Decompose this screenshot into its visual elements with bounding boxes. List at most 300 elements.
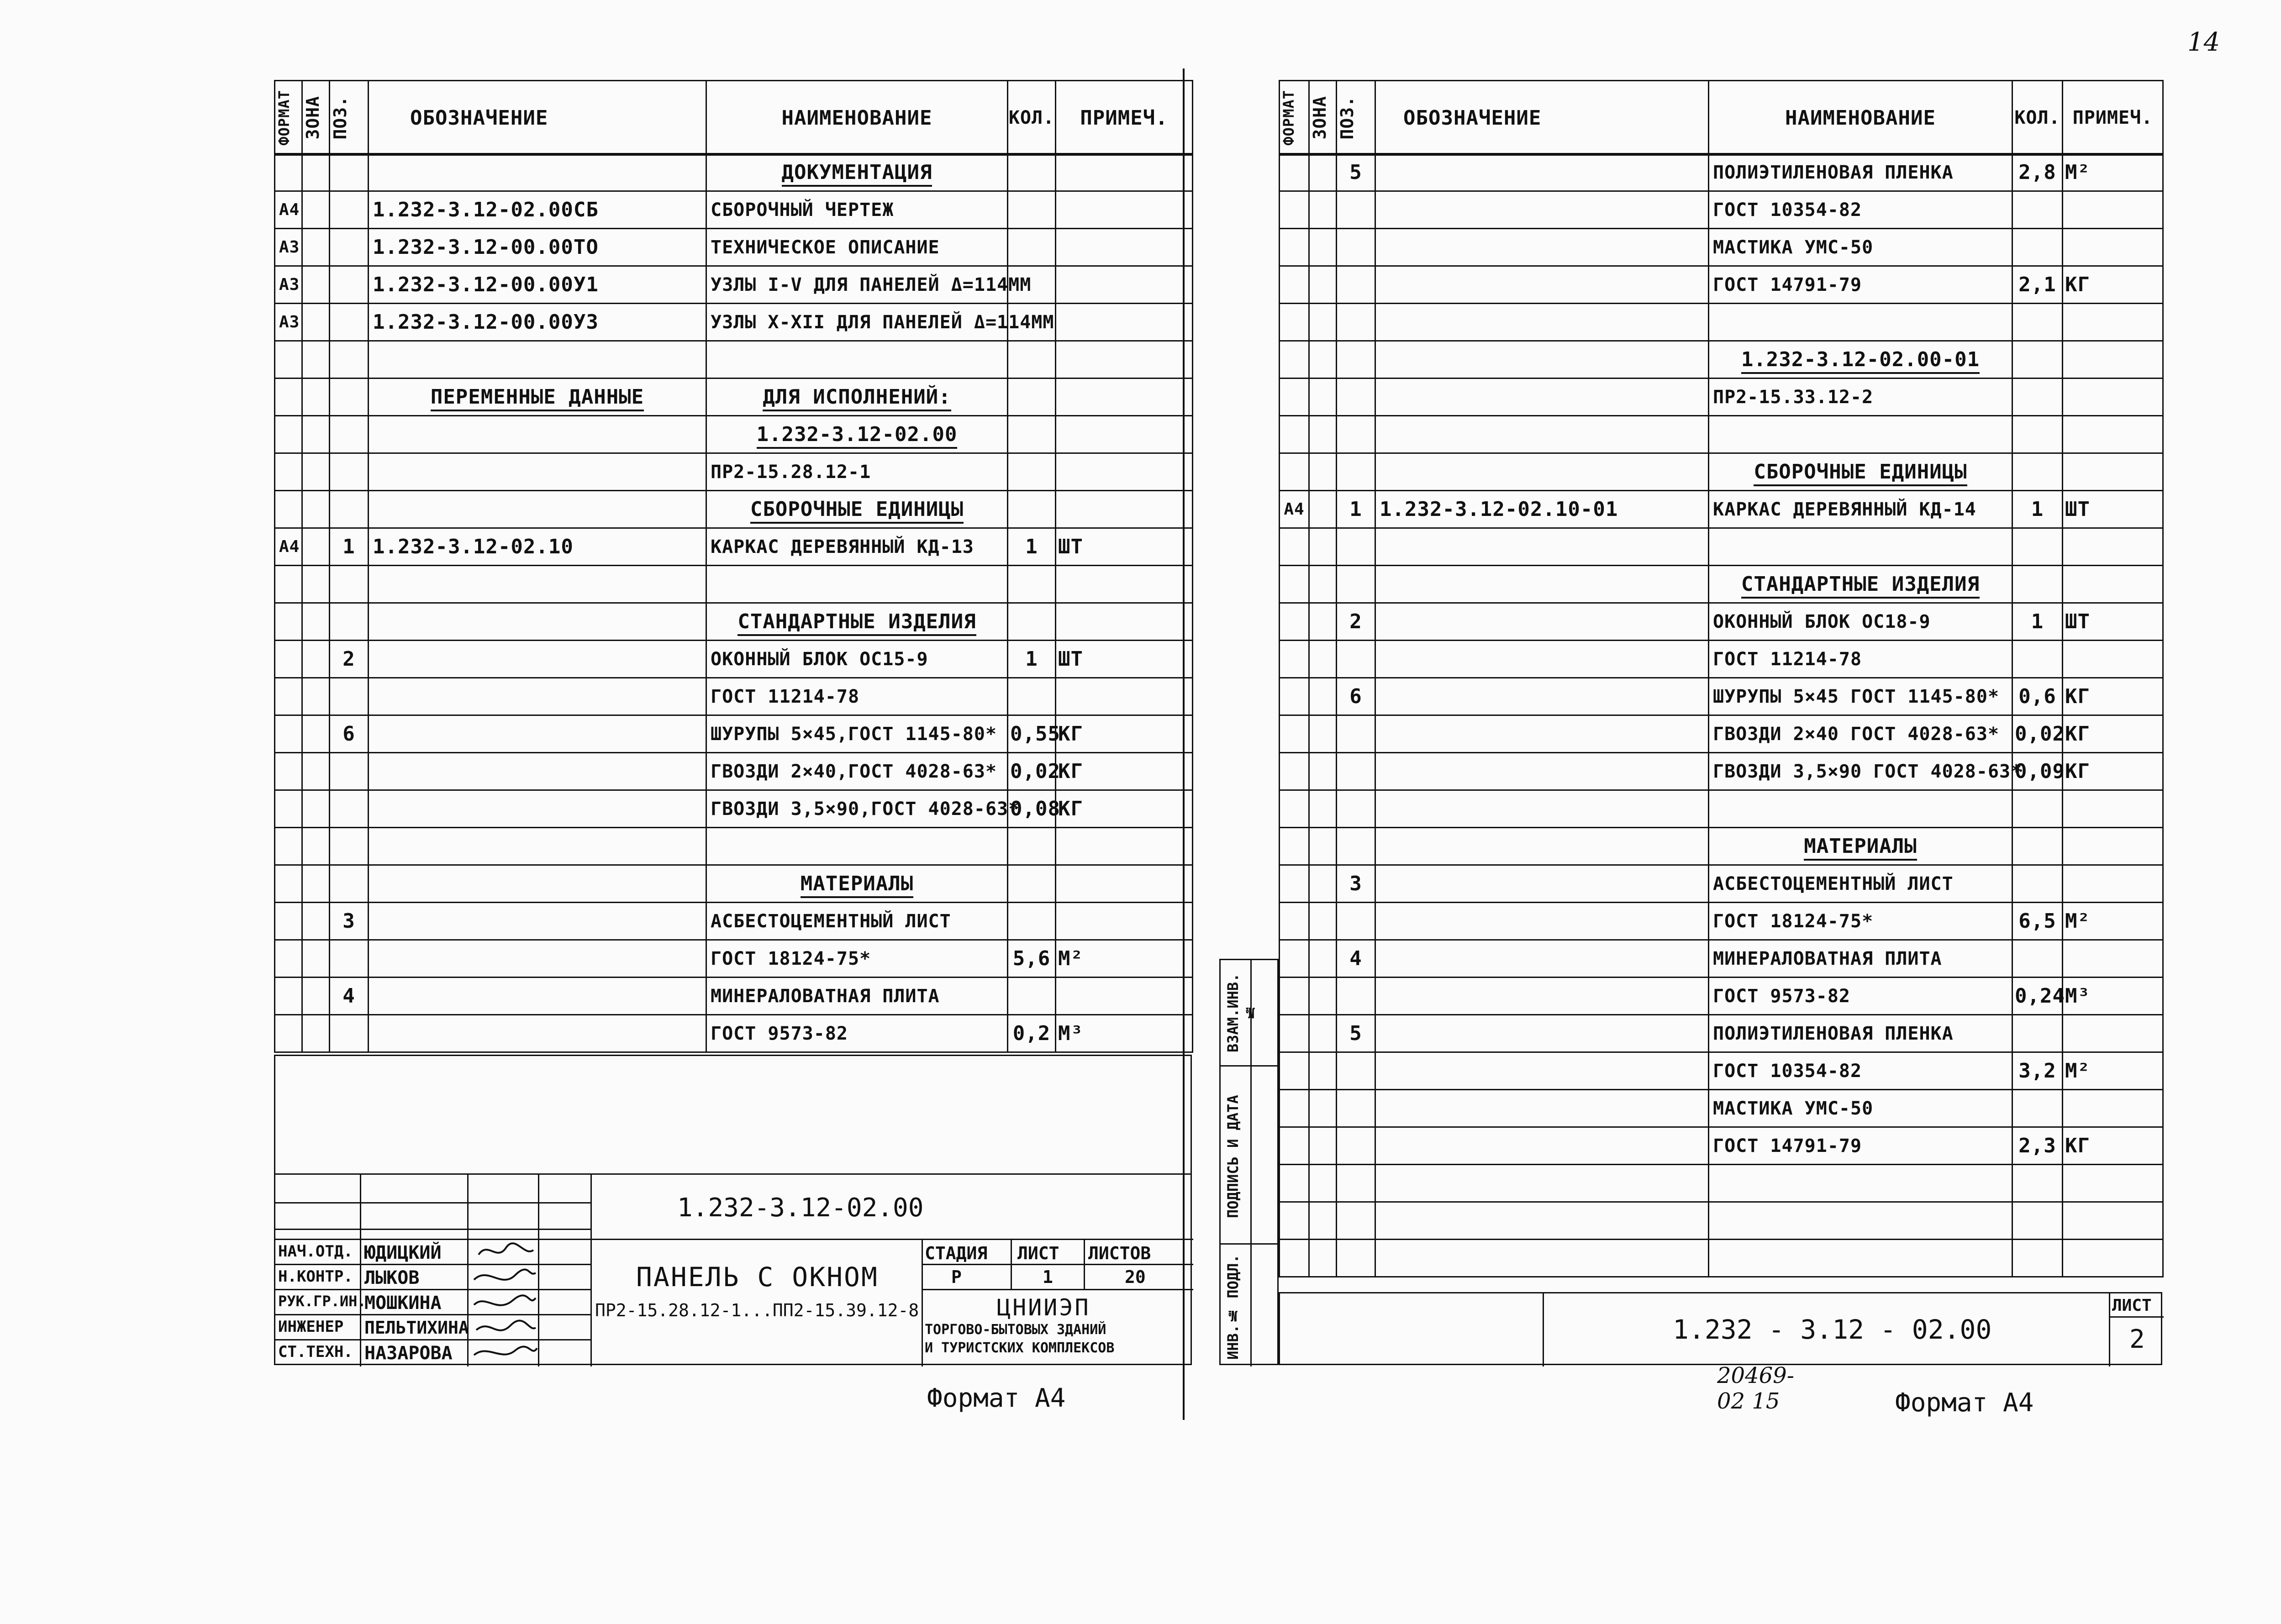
- qty-cell-text: 0,2: [1012, 1022, 1051, 1045]
- pos-cell: [1337, 790, 1375, 828]
- designation-cell: [1375, 1202, 1709, 1240]
- pos-cell: [330, 453, 369, 491]
- format-cell: [275, 528, 302, 566]
- format-cell: [1280, 378, 1309, 416]
- format-cell-text: А3: [279, 313, 300, 331]
- zone-cell: [302, 865, 330, 903]
- format-cell-text: А4: [279, 537, 300, 556]
- format-cell: [1280, 1202, 1309, 1240]
- right-spec-table: [1279, 153, 2164, 1277]
- name-cell: [706, 266, 1032, 304]
- name-cell-text: УЗЛЫ I-V ДЛЯ ПАНЕЛЕЙ Δ=114ММ: [711, 274, 1032, 295]
- zone-cell: [1309, 603, 1337, 641]
- name-cell: [1709, 1090, 2012, 1127]
- note-cell: [2063, 903, 2163, 940]
- qty-cell-text: 0,24: [2015, 984, 2065, 1008]
- format-cell: [275, 378, 302, 416]
- table-row: [1280, 1202, 2163, 1240]
- note-cell: [2063, 1165, 2163, 1202]
- inventory-number: 20469-02 15: [1717, 1363, 1794, 1414]
- name-cell: [706, 753, 1008, 790]
- side-label-sign: ПОДПИСЬ И ДАТА: [1224, 1095, 1242, 1218]
- name-cell-text: ДОКУМЕНТАЦИЯ: [782, 161, 932, 187]
- note-cell: [2063, 1052, 2163, 1090]
- zone-cell: [302, 828, 330, 865]
- qty-cell-text: 3,2: [2018, 1059, 2056, 1083]
- qty-cell-text: 2,3: [2018, 1134, 2056, 1157]
- name-cell: [1709, 978, 2012, 1015]
- format-cell: [1280, 566, 1309, 603]
- note-cell-text: ШТ: [2065, 498, 2090, 521]
- pos-cell: [1337, 154, 1375, 191]
- zone-cell: [302, 566, 330, 603]
- name-cell: [706, 978, 1008, 1015]
- format-cell: [1280, 1240, 1309, 1277]
- name-cell: [1709, 1165, 2012, 1202]
- qty-cell: [1008, 491, 1056, 528]
- note-cell: [2063, 491, 2163, 528]
- designation-cell: [369, 341, 706, 378]
- zone-cell: [1309, 191, 1337, 229]
- designation-cell: [369, 266, 706, 304]
- col-name-r: НАИМЕНОВАНИЕ: [1709, 81, 2012, 155]
- qty-cell: [2012, 978, 2063, 1015]
- name-cell: [1709, 341, 2012, 378]
- name-1: ЮДИЦКИЙ: [364, 1242, 442, 1263]
- qty-cell-text: 1: [2031, 610, 2044, 633]
- qty-cell-text: 1: [2031, 498, 2044, 521]
- col-format: ФОРМАТ: [275, 90, 293, 146]
- note-cell: [1056, 1015, 1193, 1052]
- table-row: [1280, 1165, 2163, 1202]
- format-label-right: Формат А4: [1895, 1388, 2034, 1418]
- note-cell-text: ШТ: [2065, 610, 2090, 633]
- name-cell-text: ПОЛИЭТИЛЕНОВАЯ ПЛЕНКА: [1713, 1023, 1954, 1044]
- pos-cell: [330, 678, 369, 715]
- pos-cell: [1337, 1127, 1375, 1165]
- name-cell-text: ГВОЗДИ 2×40 ГОСТ 4028-63*: [1713, 723, 2000, 745]
- table-row: [275, 790, 1193, 828]
- format-cell: [1280, 1127, 1309, 1165]
- qty-cell-text: 0,6: [2018, 685, 2056, 708]
- format-cell: [1280, 940, 1309, 978]
- signature-marks: [469, 1239, 538, 1366]
- pos-cell: [330, 603, 369, 641]
- qty-cell: [1008, 416, 1056, 453]
- role-4: ИНЖЕНЕР: [278, 1318, 344, 1336]
- doc-number: 1.232-3.12-02.00: [677, 1193, 924, 1223]
- zone-cell: [1309, 1240, 1337, 1277]
- note-cell: [1056, 453, 1193, 491]
- name-cell: [1709, 903, 2012, 940]
- note-cell: [1056, 341, 1193, 378]
- zone-cell: [1309, 1202, 1337, 1240]
- format-cell: [275, 491, 302, 528]
- note-cell-text: М²: [2065, 161, 2090, 184]
- note-cell: [2063, 1240, 2163, 1277]
- designation-cell-text: 1.232-3.12-00.00У1: [373, 273, 599, 296]
- zone-cell: [302, 266, 330, 304]
- pos-cell-text: 5: [1349, 1022, 1362, 1045]
- note-cell: [1056, 566, 1193, 603]
- zone-cell: [1309, 903, 1337, 940]
- note-cell-text: КГ: [2065, 1134, 2090, 1157]
- note-cell: [2063, 865, 2163, 903]
- table-row: [1280, 641, 2163, 678]
- format-cell: [1280, 191, 1309, 229]
- name-cell: [706, 865, 1008, 903]
- name-cell-text: ПР2-15.33.12-2: [1713, 386, 1874, 408]
- name-cell-text: МАСТИКА УМС-50: [1713, 237, 1874, 258]
- table-row: [275, 266, 1193, 304]
- qty-cell: [2012, 1202, 2063, 1240]
- name-cell: [706, 453, 1008, 491]
- note-cell: [2063, 229, 2163, 266]
- qty-cell-text: 0,08: [1010, 797, 1060, 820]
- pos-cell: [330, 266, 369, 304]
- zone-cell: [302, 1015, 330, 1052]
- col-qty: КОЛ.: [1008, 81, 1056, 155]
- designation-cell: [369, 978, 706, 1015]
- format-cell: [275, 641, 302, 678]
- name-cell-text: ШУРУПЫ 5×45 ГОСТ 1145-80*: [1713, 686, 2000, 707]
- qty-cell: [1008, 229, 1056, 266]
- left-header: [274, 80, 1193, 156]
- name-cell-text: СТАНДАРТНЫЕ ИЗДЕЛИЯ: [1741, 573, 1980, 599]
- pos-cell: [1337, 266, 1375, 304]
- format-cell: [1280, 1052, 1309, 1090]
- name-cell-text: ПОЛИЭТИЛЕНОВАЯ ПЛЕНКА: [1713, 162, 1954, 183]
- format-cell: [1280, 1090, 1309, 1127]
- format-cell-text: А4: [1284, 500, 1305, 519]
- zone-cell: [1309, 1015, 1337, 1052]
- format-cell: [275, 678, 302, 715]
- zone-cell: [302, 678, 330, 715]
- right-doc-number: 1.232 - 3.12 - 02.00: [1673, 1314, 1992, 1345]
- zone-cell: [302, 191, 330, 229]
- name-cell: [1709, 828, 2012, 865]
- pos-cell: [1337, 715, 1375, 753]
- note-cell: [2063, 341, 2163, 378]
- table-row: [275, 753, 1193, 790]
- name-cell-text: 1.232-3.12-02.00-01: [1741, 348, 1980, 374]
- qty-cell: [1008, 378, 1056, 416]
- table-row: [275, 978, 1193, 1015]
- table-row: [1280, 903, 2163, 940]
- table-row: [1280, 1127, 2163, 1165]
- note-cell-text: М²: [1058, 947, 1083, 970]
- name-cell: [706, 191, 1008, 229]
- name-cell-text: МИНЕРАЛОВАТНАЯ ПЛИТА: [711, 985, 940, 1007]
- pos-cell: [330, 154, 369, 191]
- table-row: [1280, 229, 2163, 266]
- qty-cell-text: 0,02: [1010, 760, 1060, 783]
- name-cell-text: УЗЛЫ X-XII ДЛЯ ПАНЕЛЕЙ Δ=114ММ: [711, 311, 1054, 333]
- format-cell: [1280, 304, 1309, 341]
- pos-cell: [1337, 1052, 1375, 1090]
- zone-cell: [302, 453, 330, 491]
- note-cell: [1056, 378, 1193, 416]
- name-cell: [1709, 1052, 2012, 1090]
- pos-cell: [330, 978, 369, 1015]
- pos-cell: [330, 566, 369, 603]
- pos-cell: [330, 1015, 369, 1052]
- page-number: 14: [2187, 27, 2220, 57]
- designation-cell: [1375, 341, 1709, 378]
- name-cell: [706, 491, 1008, 528]
- pos-cell: [330, 341, 369, 378]
- pos-cell-text: 2: [1349, 610, 1362, 633]
- pos-cell: [330, 790, 369, 828]
- name-cell: [1709, 491, 2012, 528]
- table-row: [275, 903, 1193, 940]
- name-cell-text: СБОРОЧНЫЕ ЕДИНИЦЫ: [750, 498, 964, 524]
- format-cell: [275, 341, 302, 378]
- sheet-value: 1: [1043, 1267, 1053, 1287]
- designation-cell-text: 1.232-3.12-02.10-01: [1380, 498, 1618, 521]
- note-cell-text: ШТ: [1058, 647, 1083, 671]
- designation-cell: [1375, 790, 1709, 828]
- col-name: НАИМЕНОВАНИЕ: [706, 81, 1008, 155]
- table-row: [1280, 978, 2163, 1015]
- note-cell: [1056, 753, 1193, 790]
- qty-cell-text: 0,02: [2015, 722, 2065, 746]
- designation-cell: [369, 453, 706, 491]
- qty-cell: [2012, 154, 2063, 191]
- zone-cell: [1309, 828, 1337, 865]
- zone-cell: [302, 978, 330, 1015]
- qty-cell: [2012, 903, 2063, 940]
- name-cell: [706, 154, 1008, 191]
- designation-cell: [369, 641, 706, 678]
- pos-cell-text: 3: [1349, 872, 1362, 895]
- designation-cell: [1375, 678, 1709, 715]
- note-cell: [2063, 1127, 2163, 1165]
- name-cell: [706, 341, 1008, 378]
- table-row: [1280, 790, 2163, 828]
- sheets-value: 20: [1125, 1267, 1146, 1287]
- zone-cell: [302, 940, 330, 978]
- zone-cell: [302, 491, 330, 528]
- pos-cell: [1337, 828, 1375, 865]
- format-cell: [1280, 903, 1309, 940]
- note-cell-text: М²: [2065, 1059, 2090, 1083]
- table-row: [275, 304, 1193, 341]
- designation-cell: [1375, 828, 1709, 865]
- note-cell: [2063, 715, 2163, 753]
- col-designation: ОБОЗНАЧЕНИЕ: [369, 81, 706, 155]
- pos-cell: [1337, 865, 1375, 903]
- format-cell: [275, 603, 302, 641]
- zone-cell: [302, 528, 330, 566]
- designation-cell-text: ПЕРЕМЕННЫЕ ДАННЫЕ: [431, 385, 644, 411]
- format-cell: [275, 828, 302, 865]
- qty-cell: [1008, 1015, 1056, 1052]
- qty-cell: [2012, 790, 2063, 828]
- zone-cell: [302, 753, 330, 790]
- qty-cell: [1008, 566, 1056, 603]
- table-row: [1280, 154, 2163, 191]
- pos-cell: [1337, 341, 1375, 378]
- qty-cell: [1008, 453, 1056, 491]
- pos-cell: [1337, 603, 1375, 641]
- designation-cell: [1375, 453, 1709, 491]
- col-zone: ЗОНА: [303, 96, 323, 140]
- zone-cell: [1309, 566, 1337, 603]
- name-4: ПЕЛЬТИХИНА: [364, 1318, 469, 1338]
- zone-cell: [1309, 790, 1337, 828]
- zone-cell: [1309, 715, 1337, 753]
- pos-cell: [1337, 978, 1375, 1015]
- note-cell: [1056, 603, 1193, 641]
- table-row: [1280, 828, 2163, 865]
- qty-cell: [1008, 715, 1060, 753]
- pos-cell-text: 4: [1349, 947, 1362, 970]
- designation-cell: [1375, 1165, 1709, 1202]
- name-cell: [1709, 266, 2012, 304]
- pos-cell: [1337, 753, 1375, 790]
- name-cell: [1709, 416, 2012, 453]
- qty-cell: [1008, 790, 1060, 828]
- col-pos: ПОЗ.: [330, 96, 350, 140]
- name-cell-text: МАСТИКА УМС-50: [1713, 1098, 1874, 1119]
- format-cell: [275, 154, 302, 191]
- note-cell-text: М²: [2065, 909, 2090, 933]
- format-cell-text: А4: [279, 200, 300, 219]
- note-cell: [1056, 491, 1193, 528]
- name-cell: [706, 566, 1008, 603]
- note-cell: [2063, 828, 2163, 865]
- name-cell-text: ГОСТ 9573-82: [711, 1023, 848, 1044]
- designation-cell: [1375, 1015, 1709, 1052]
- format-cell: [1280, 528, 1309, 566]
- qty-cell: [2012, 1015, 2063, 1052]
- designation-cell: [369, 191, 706, 229]
- name-cell-text: АСБЕСТОЦЕМЕНТНЫЙ ЛИСТ: [711, 910, 951, 932]
- format-cell: [1280, 603, 1309, 641]
- pos-cell: [1337, 304, 1375, 341]
- designation-cell: [1375, 1127, 1709, 1165]
- zone-cell: [302, 790, 330, 828]
- zone-cell: [1309, 678, 1337, 715]
- zone-cell: [302, 341, 330, 378]
- note-cell: [2063, 378, 2163, 416]
- table-row: [1280, 191, 2163, 229]
- pos-cell: [1337, 229, 1375, 266]
- name-cell-text: 1.232-3.12-02.00: [757, 423, 958, 449]
- table-row: [275, 154, 1193, 191]
- table-row: [1280, 678, 2163, 715]
- pos-cell-text: 3: [342, 909, 355, 933]
- qty-cell: [2012, 678, 2063, 715]
- designation-cell: [369, 1015, 706, 1052]
- zone-cell: [1309, 416, 1337, 453]
- pos-cell-text: 4: [342, 984, 355, 1008]
- note-cell: [2063, 566, 2163, 603]
- pos-cell: [330, 528, 369, 566]
- zone-cell: [302, 304, 330, 341]
- qty-cell-text: 1: [1025, 535, 1038, 558]
- pos-cell: [1337, 1090, 1375, 1127]
- note-cell: [2063, 790, 2163, 828]
- qty-cell-text: 0,09: [2015, 760, 2065, 783]
- format-cell: [1280, 1015, 1309, 1052]
- name-cell: [706, 416, 1008, 453]
- pos-cell: [330, 641, 369, 678]
- note-cell: [1056, 790, 1193, 828]
- designation-cell-text: 1.232-3.12-00.00У3: [373, 310, 599, 334]
- designation-cell: [1375, 865, 1709, 903]
- format-cell: [1280, 491, 1309, 528]
- format-cell: [1280, 453, 1309, 491]
- designation-cell: [369, 715, 706, 753]
- name-cell-text: СТАНДАРТНЫЕ ИЗДЕЛИЯ: [738, 610, 976, 636]
- note-cell: [1056, 528, 1193, 566]
- name-cell: [1709, 528, 2012, 566]
- format-cell-text: А3: [279, 275, 300, 294]
- name-cell: [706, 641, 1008, 678]
- pos-cell: [330, 378, 369, 416]
- designation-cell: [1375, 378, 1709, 416]
- zone-cell: [1309, 1127, 1337, 1165]
- table-row: [1280, 416, 2163, 453]
- name-cell-text: ДЛЯ ИСПОЛНЕНИЙ:: [763, 385, 951, 411]
- note-cell: [2063, 154, 2163, 191]
- org-line-1: ТОРГОВО-БЫТОВЫХ ЗДАНИЙ: [925, 1322, 1106, 1338]
- name-cell-text: ПР2-15.28.12-1: [711, 461, 871, 483]
- qty-cell: [2012, 566, 2063, 603]
- note-cell: [2063, 528, 2163, 566]
- name-cell-text: АСБЕСТОЦЕМЕНТНЫЙ ЛИСТ: [1713, 873, 1954, 894]
- pos-cell: [1337, 191, 1375, 229]
- qty-cell: [2012, 940, 2063, 978]
- pos-cell: [1337, 1165, 1375, 1202]
- name-cell-text: ГОСТ 9573-82: [1713, 985, 1850, 1007]
- designation-cell: [1375, 603, 1709, 641]
- note-cell-text: КГ: [1058, 722, 1083, 746]
- role-2: Н.КОНТР.: [278, 1267, 353, 1286]
- table-row: [275, 416, 1193, 453]
- zone-cell: [302, 154, 330, 191]
- right-sheet-label: ЛИСТ: [2112, 1296, 2152, 1315]
- table-row: [1280, 603, 2163, 641]
- table-row: [1280, 566, 2163, 603]
- note-cell: [2063, 416, 2163, 453]
- format-cell: [1280, 229, 1309, 266]
- note-cell: [2063, 266, 2163, 304]
- note-cell: [2063, 453, 2163, 491]
- qty-cell: [2012, 229, 2063, 266]
- zone-cell: [1309, 940, 1337, 978]
- panel-subtitle: ПР2-15.28.12-1...ПП2-15.39.12-8: [595, 1300, 919, 1320]
- pos-cell: [330, 191, 369, 229]
- name-cell-text: ГОСТ 10354-82: [1713, 1060, 1862, 1082]
- format-cell: [275, 191, 302, 229]
- designation-cell: [369, 865, 706, 903]
- designation-cell: [1375, 1052, 1709, 1090]
- zone-cell: [1309, 1052, 1337, 1090]
- note-cell: [2063, 641, 2163, 678]
- pos-cell-text: 2: [342, 647, 355, 671]
- note-cell-text: М³: [2065, 984, 2090, 1008]
- pos-cell: [330, 865, 369, 903]
- format-cell: [1280, 865, 1309, 903]
- zone-cell: [1309, 378, 1337, 416]
- designation-cell-text: 1.232-3.12-02.10: [373, 535, 574, 558]
- table-row: [1280, 491, 2163, 528]
- name-cell: [706, 378, 1008, 416]
- name-cell: [1709, 304, 2012, 341]
